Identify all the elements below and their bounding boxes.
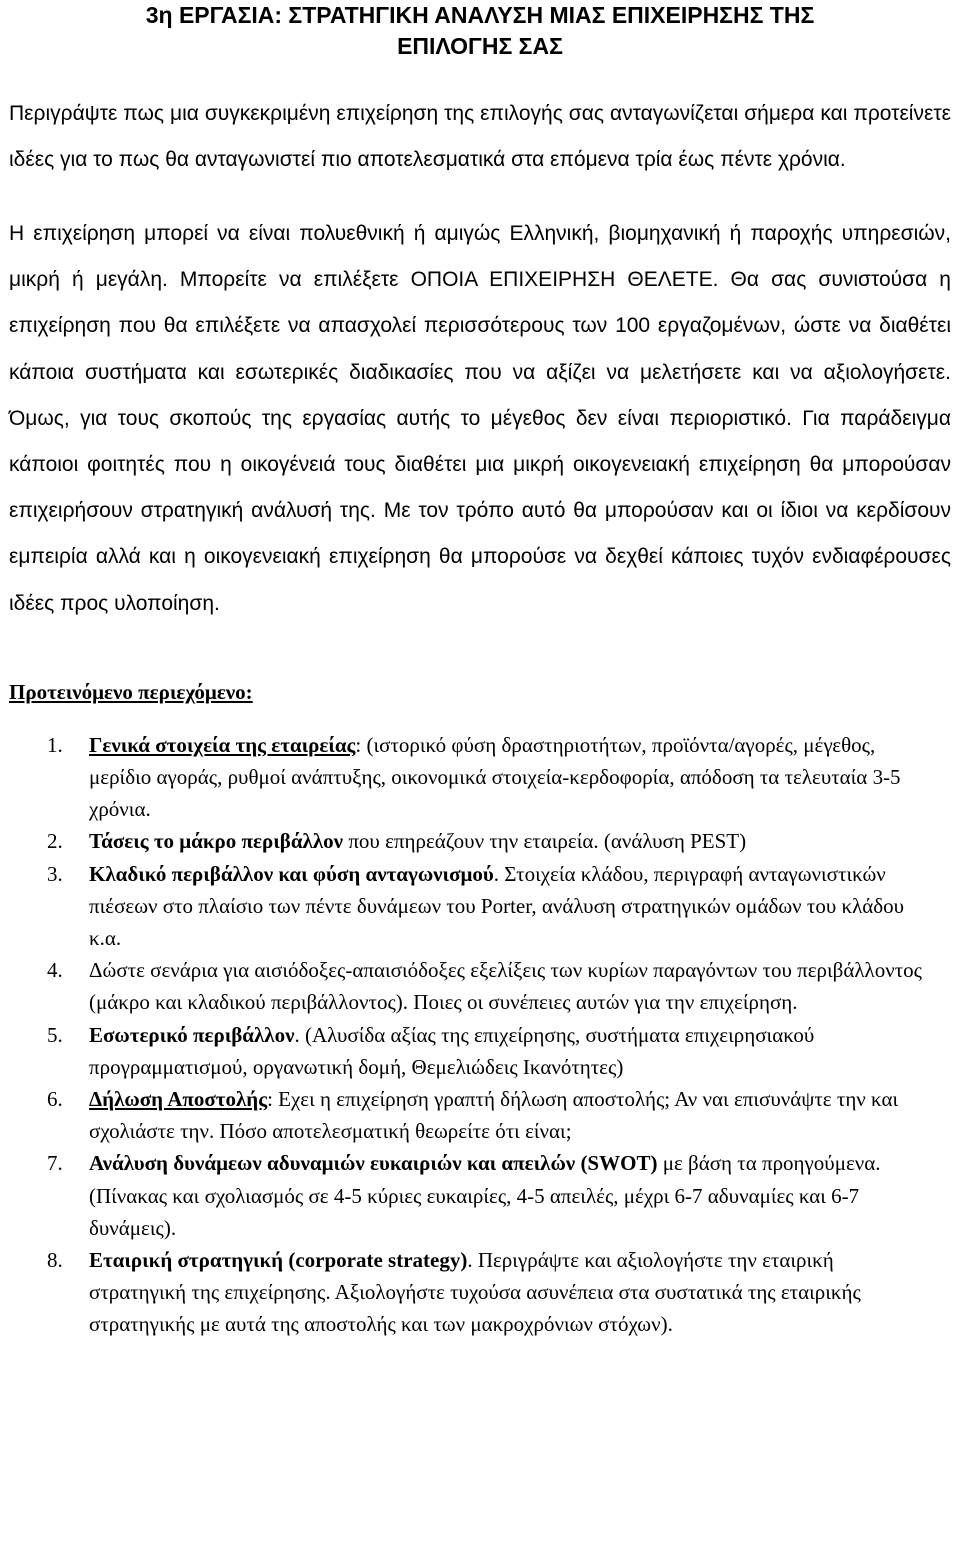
list-item (9, 858, 951, 955)
list-item-number: 8. (47, 1248, 63, 1273)
intro-paragraph: Περιγράψτε πως μια συγκεκριμένη επιχείρηση της επιλογής σας ανταγωνίζεται σήμερα και προτείνετε ιδέες για το πως θα ανταγωνιστεί πιο αποτελεσματικά στα επόμενα τρία έως πέντε χρόνια. (9, 102, 951, 171)
list-item (9, 729, 951, 826)
body-paragraph: Η επιχείρηση μπορεί να είναι πολυεθνική ή αμιγώς Ελληνική, βιομηχανική ή παροχής υπηρεσιών, μικρή ή μεγάλη. Μπορείτε να επιλέξετε ΟΠΟΙΑ ΕΠΙΧΕΙΡΗΣΗ ΘΕΛΕΤΕ. Θα σας συνιστούσα η επιχείρηση που θα επιλέξετε να απασχολεί περισσότερους των 100 εργαζομένων, ώστε να διαθέτει κάποια συστήματα και εσωτερικές διαδικασίες που να αξίζει να μελετήσετε και να αξιολογήσετε. Όμως, για τους σκοπούς της εργασίας αυτής το μέγεθος δεν είναι περιοριστικό. Για παράδειγμα κάποιοι φοιτητές που η οικογένειά τους διαθέτει μια μικρή οικογενειακή επιχείρηση θα μπορούσαν επιχειρήσουν στρατηγική ανάλυσή της. Με τον τρόπο αυτό θα μπορούσαν και οι ίδιοι να κερδίσουν εμπειρία αλλά και η οικογενειακή επιχείρηση θα μπορούσε να δεχθεί κάποιες τυχόν ενδιαφέρουσες ιδέες προς υλοποίηση. (9, 222, 951, 615)
list-item-text: με βάση τα προηγούμενα. (Πίνακας και σχολιασμός σε 4-5 κύριες ευκαιρίες, 4-5 απειλές, μέχρι 6-7 αδυναμίες και 6-7 δυνάμεις). (89, 1151, 881, 1240)
list-item-bold: Δήλωση Αποστολής (89, 1087, 268, 1112)
list-item-number: 3. (47, 861, 63, 886)
list-item-bold: Εταιρική στρατηγική (corporate strategy) (89, 1248, 468, 1273)
list-item-bold: Κλαδικό περιβάλλον και φύση ανταγωνισμού (89, 861, 494, 886)
list-item (9, 1244, 951, 1341)
list-item-text: : (ιστορικό φύση δραστηριοτήτων, προϊόντα/αγορές, μέγεθος, μερίδιο αγοράς, ρυθμοί ανάπτυξης, οικονομικά στοιχεία-κερδοφορία, απόδοση τα τελευταία 3-5 χρόνια. (89, 732, 901, 822)
content-list (9, 729, 951, 1341)
list-item (9, 1083, 951, 1147)
list-item-number: 2. (47, 829, 63, 854)
list-item-bold: Εσωτερικό περιβάλλον (89, 1022, 295, 1047)
list-item-text: : Εχει η επιχείρηση γραπτή δήλωση αποστολής; Αν ναι επισυνάψτε την και σχολιάστε την. Πόσο αποτελεσματική θεωρείτε ότι είναι; (89, 1087, 899, 1144)
list-item-number: 4. (47, 958, 63, 983)
list-item-number: 6. (47, 1087, 63, 1112)
list-item-number: 5. (47, 1022, 63, 1047)
list-item-number: 7. (47, 1151, 63, 1176)
list-item-bold: Ανάλυση δυνάμεων αδυναμιών ευκαιριών και απειλών (SWOT) (89, 1151, 658, 1176)
title-line-2: ΕΠΙΛΟΓΗΣ ΣΑΣ (397, 33, 563, 59)
list-item-number: 1. (47, 732, 63, 757)
list-item (9, 954, 951, 1018)
title-line-1: 3η ΕΡΓΑΣΙΑ: ΣΤΡΑΤΗΓΙΚΗ ΑΝΑΛΥΣΗ ΜΙΑΣ ΕΠΙΧΕΙΡΗΣΗΣ ΤΗΣ (145, 2, 815, 28)
list-item-text: Δώστε σενάρια για αισιόδοξες-απαισιόδοξες εξελίξεις των κυρίων παραγόντων του περιβάλλοντος (μάκρο και κλαδικού περιβάλλοντος). Ποιες οι συνέπειες αυτών για την επιχείρηση. (89, 958, 922, 1015)
list-item-text: που επηρεάζουν την εταιρεία. (ανάλυση PEST) (343, 829, 747, 854)
list-item-text: . Περιγράψτε και αξιολογήστε την εταιρική στρατηγική της επιχείρησης. Αξιολογήστε τυχούσα ασυνέπεια στα συστατικά της εταιρικής στρατηγικής με αυτά της αποστολής και των μακροχρόνιων στόχων). (89, 1248, 861, 1337)
document-title (9, 0, 951, 62)
content-heading: Προτεινόμενο περιεχόμενο: (9, 679, 253, 704)
list-item (9, 1019, 951, 1083)
list-item (9, 1147, 951, 1244)
list-item-bold: Τάσεις το μάκρο περιβάλλον (89, 829, 344, 854)
list-item-text: . (Αλυσίδα αξίας της επιχείρησης, συστήματα επιχειρησιακού προγραμματισμού, οργανωτική δομή, Θεμελιώδεις Ικανότητες) (89, 1022, 815, 1079)
list-item (9, 825, 951, 857)
list-item-text: . Στοιχεία κλάδου, περιγραφή ανταγωνιστικών πιέσεων στο πλαίσιο των πέντε δυνάμεων του Porter, ανάλυση στρατηγικών ομάδων του κλάδου κ.α. (89, 861, 905, 951)
list-item-bold: Γενικά στοιχεία της εταιρείας (89, 732, 356, 757)
